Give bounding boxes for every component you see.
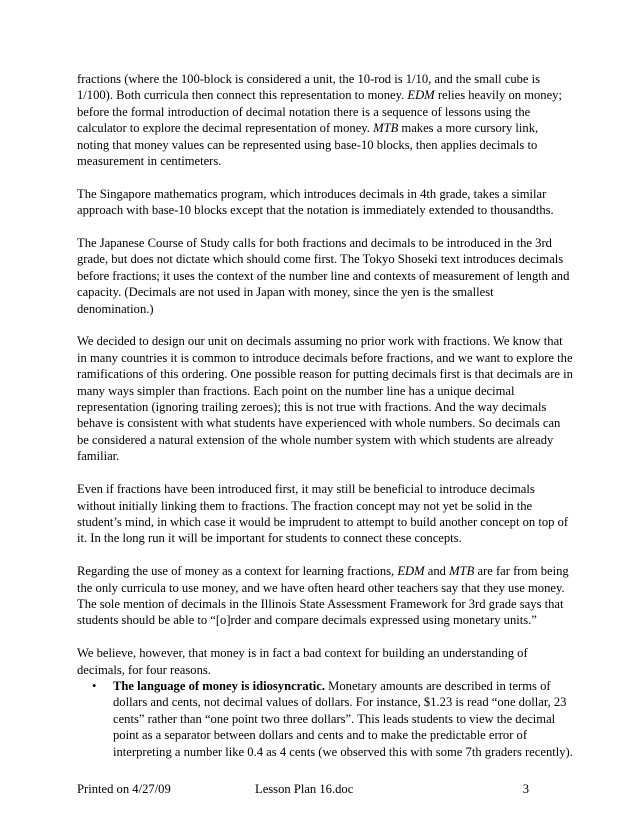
page-footer — [77, 781, 573, 798]
bullet-lead-text: The language of money is idiosyncratic. — [113, 678, 325, 693]
curriculum-name-mtb: MTB — [449, 564, 475, 579]
curriculum-name-edm: EDM — [397, 564, 425, 579]
footer-document-name: Lesson Plan 16.doc — [255, 782, 354, 796]
paragraph-text: fractions (where the 100-block is considered a unit, the 10-rod is 1/10, and the small cube is 1/100). Both curricula then connect this representation to money. — [77, 72, 541, 103]
paragraph-text: relies heavily on money; before the formal introduction of decimal notation there is a sequence of lessons using the calculator to explore the decimal representation of money. — [77, 88, 562, 136]
curriculum-name-mtb: MTB — [373, 121, 399, 136]
paragraph-base10-money — [77, 71, 573, 169]
reasons-list — [77, 678, 573, 760]
footer-page-number: 3 — [522, 782, 529, 796]
list-item — [77, 678, 573, 760]
document-body — [77, 71, 573, 760]
paragraph-text: and — [424, 564, 450, 579]
paragraph-text: are far from being the only curricula to use money, and we have often heard other teachers say that they use money. The sole mention of decimals in the Illinois State Assessment Framework for 3rd grade says that students should be able to “[o]rder and compare decimals expressed using monetary units.” — [77, 564, 569, 628]
paragraph-fractions-first: Even if fractions have been introduced first, it may still be beneficial to introduce decimals without initially linking them to fractions. The fraction concept may not yet be solid in the student’s mind, in which case it would be imprudent to attempt to build another concept on top of it. In the long run it will be important for students to connect these concepts. — [77, 482, 569, 546]
footer-printed-date: Printed on 4/27/09 — [77, 782, 171, 796]
paragraph-singapore: The Singapore mathematics program, which introduces decimals in 4th grade, takes a similar approach with base-10 blocks except that the notation is immediately extended to thousandths. — [77, 186, 554, 218]
paragraph-text: Regarding the use of money as a context for learning fractions, — [77, 564, 398, 579]
curriculum-name-edm: EDM — [407, 88, 435, 103]
paragraph-japanese-course: The Japanese Course of Study calls for both fractions and decimals to be introduced in the 3rd grade, but does not dictate which should come first. The Tokyo Shoseki text introduces decimals before fractions; it uses the context of the number line and contexts of measurement of length and capacity. (Decimals are not used in Japan with money, since the yen is the smallest denomination.) — [77, 236, 570, 316]
paragraph-unit-design: We decided to design our unit on decimals assuming no prior work with fractions. We know that in many countries it is common to introduce decimals before fractions, and we want to explore the ramifications of this ordering. One possible reason for putting decimals first is that decimals are in many ways simpler than fractions. Each point on the number line has a unique decimal representation (ignoring trailing zeroes); this is not true with fractions. And the way decimals behave is consistent with what students have experienced with whole numbers. So decimals can be considered a natural extension of the whole number system with which students are already familiar. — [77, 334, 573, 464]
paragraph-four-reasons: We believe, however, that money is in fact a bad context for building an understanding of decimals, for four reasons. — [77, 646, 528, 677]
bullet-text: Monetary amounts are described in terms of dollars and cents, not decimal values of dollars. For instance, $1.23 is read “one dollar, 23 cents” rather than “one point two three dollars”. This leads students to view the decimal point as a separator between dollars and cents and to make the predictable error of interpreting a number like 0.4 as 4 cents (we observed this with some 7th graders recently). — [113, 678, 573, 759]
paragraph-money-context — [77, 563, 573, 629]
paragraph-text: makes a more cursory link, noting that money values can be represented using base-10 blocks, then applies decimals to measurement in centimeters. — [77, 121, 539, 169]
bullet-icon: • — [92, 678, 97, 693]
